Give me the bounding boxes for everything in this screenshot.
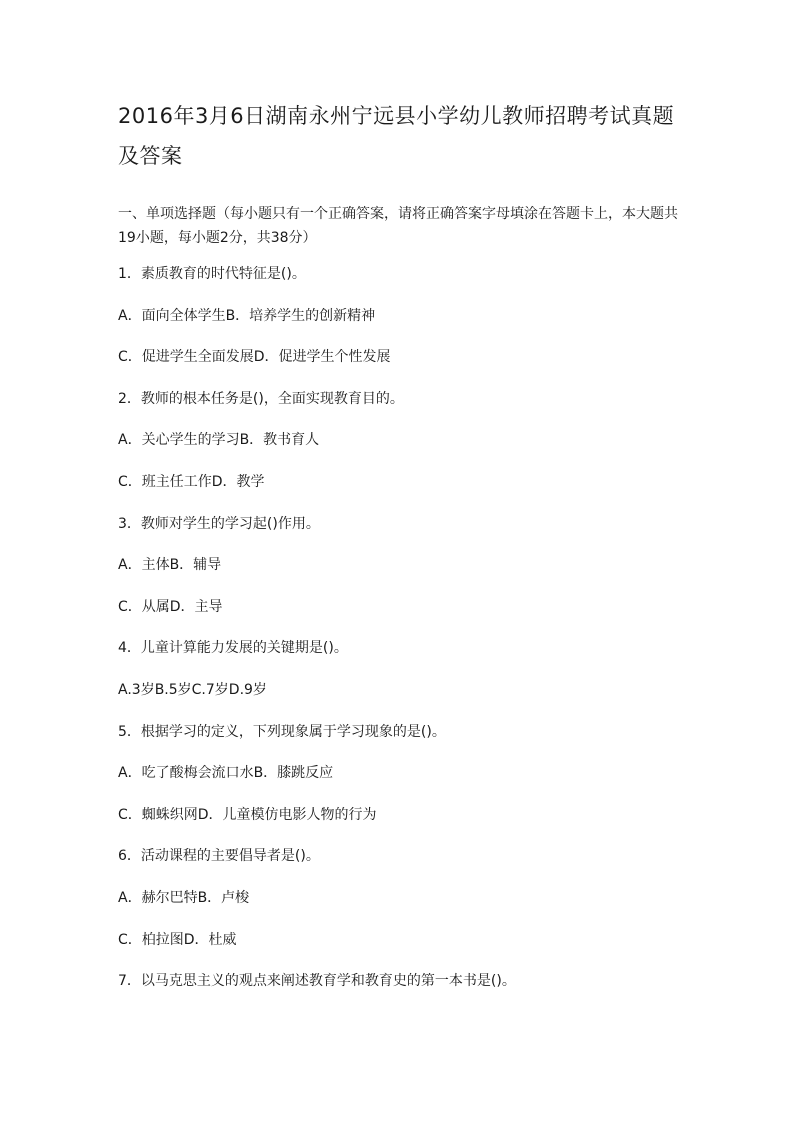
document-title: 2016年3月6日湖南永州宁远县小学幼儿教师招聘考试真题及答案 [118, 104, 675, 168]
question-line: 1．素质教育的时代特征是()。 [118, 266, 306, 282]
option-line: C．柏拉图D．杜威 [118, 931, 237, 948]
option-line: A．吃了酸梅会流口水B．膝跳反应 [118, 765, 334, 782]
option-line: A.3岁B.5岁C.7岁D.9岁 [118, 681, 267, 698]
option-line: C．蜘蛛织网D．儿童模仿电影人物的行为 [118, 806, 377, 823]
option-line: C．从属D．主导 [118, 598, 223, 615]
option-line: C．促进学生全面发展D．促进学生个性发展 [118, 349, 391, 366]
option-line: C．班主任工作D．教学 [118, 473, 265, 490]
option-line: A．赫尔巴特B．卢梭 [118, 889, 250, 906]
section-heading: 一、单项选择题（每小题只有一个正确答案，请将正确答案字母填涂在答题卡上，本大题共19小题，每小题2分，共38分） [118, 206, 678, 246]
question-line: 3．教师对学生的学习起()作用。 [118, 515, 320, 532]
option-line: A．关心学生的学习B．教书育人 [118, 432, 320, 449]
question-line: 2．教师的根本任务是()，全面实现教育目的。 [118, 390, 404, 407]
option-line: A．面向全体学生B．培养学生的创新精神 [118, 307, 376, 324]
question-line: 4．儿童计算能力发展的关键期是()。 [118, 640, 348, 657]
document-page [118, 96, 678, 1012]
option-line: A．主体B．辅导 [118, 557, 222, 574]
question-list [118, 263, 678, 992]
question-line: 7．以马克思主义的观点来阐述教育学和教育史的第一本书是()。 [118, 973, 516, 990]
question-line: 5．根据学习的定义，下列现象属于学习现象的是()。 [118, 723, 446, 740]
question-line: 6．活动课程的主要倡导者是()。 [118, 848, 320, 865]
